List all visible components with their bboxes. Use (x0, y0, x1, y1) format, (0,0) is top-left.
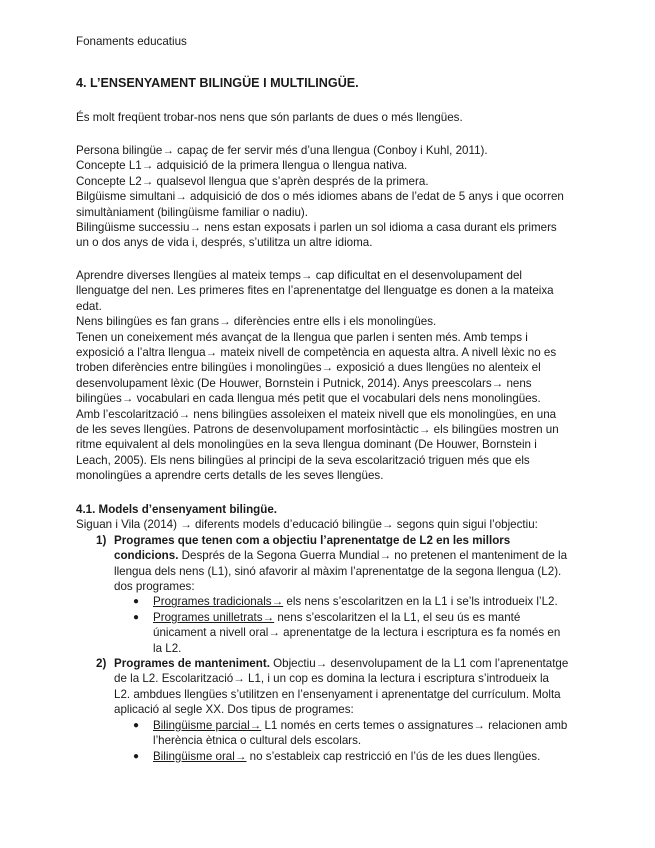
bullet-text: la L2. (153, 641, 182, 655)
numbered-item-1 (76, 533, 581, 595)
item-title-cont: condicions. (114, 549, 179, 563)
item-text: dos programes: (114, 580, 195, 594)
page-header: Fonaments educatius (76, 35, 187, 48)
definition-line: simultàniament (bilingüisme familiar o nadiu). (76, 205, 308, 219)
body-line: desenvolupament lèxic (De Houwer, Bornstein i Putnick, 2014). Anys preescolars→ nens (76, 376, 532, 390)
bullet-label: Programes tradicionals→ (153, 595, 284, 609)
bullet-icon: ● (133, 719, 140, 731)
item-text: Després de la Segona Guerra Mundial→ no pretenen el manteniment de la (178, 549, 568, 563)
section-title: 4. L’ENSENYAMENT BILINGÜE I MULTILINGÜE. (76, 76, 359, 90)
body-line: Aprendre diverses llengües al mateix temps→ cap dificultat en el desenvolupament del (76, 269, 522, 282)
subsection-heading: 4.1. Models d’ensenyament bilingüe. (76, 503, 278, 516)
body-line: ritme equivalent al dels monolingües en la seva llengua dominant (De Houwer, Bornstein i (76, 438, 537, 452)
bullet-text: nens s’escolaritzen el la L1, el seu ús es manté (274, 610, 521, 624)
document-page (76, 34, 581, 763)
bullet-text: l’herència ètnica o cultural dels escolars. (153, 734, 362, 748)
body-line: Amb l’escolarització→ nens bilingües assoleixen el mateix nivell que els monolingües, en una (76, 407, 557, 421)
item-text: L2. ambdues llengües s’utilitzen en l’ensenyament i aprenentatge del currículum. Molta (114, 687, 561, 701)
intro-text: És molt freqüent trobar-nos nens que són parlants de dues o més llengües. (76, 111, 463, 124)
body-line: Nens bilingües es fan grans→ diferències entre ells i els monolingües. (76, 315, 437, 329)
definition-line: Bilgüisme simultani→ adquisició de dos o més idiomes abans de l’edat de 5 anys i que ocorren (76, 190, 564, 204)
bullet-item (76, 749, 581, 764)
item-text: de la L2. Escolarització→ L1, i un cop es domina la lectura i escriptura s’introdueix la (114, 672, 549, 686)
models-section (76, 502, 581, 764)
item-number: 1) (96, 533, 107, 547)
bullet-text: no s’estableix cap restricció en l’ús de les dues llengües. (246, 749, 541, 763)
bullet-icon: ● (133, 750, 140, 762)
body-line: de les seves llengües. Patrons de desenvolupament morfosintàctic→ els bilingües mostren un (76, 423, 559, 437)
item-title: Programes de manteniment. (114, 657, 270, 671)
body-line: edat. (76, 299, 102, 313)
definition-line: Bilingüisme successiu→ nens estan exposats i parlen un sol idioma a casa durant els primers (76, 221, 557, 235)
definition-line: un o dos anys de vida i, després, s’utilitza un altre idioma. (76, 236, 373, 250)
intro-paragraph (76, 110, 581, 125)
definition-line: Persona bilingüe→ capaç de fer servir més d’una llengua (Conboy i Kuhl, 2011). (76, 144, 488, 157)
item-text: llengua dels nens (L1), sinó afavorir al màxim l’aprenentatge de la segona llengua (L2). (114, 564, 562, 578)
item-text: aplicació al segle XX. Dos tipus de programes: (114, 703, 354, 717)
definition-line: Concepte L1→ adquisició de la primera llengua o llengua nativa. (76, 159, 408, 173)
definitions-paragraph (76, 143, 581, 251)
item-text: Objectiu→ desenvolupament de la L1 com l’aprenentatge (269, 657, 569, 671)
bullet-text: els nens s’escolaritzen en la L1 i se’ls introdueix l’L2. (283, 595, 558, 609)
development-paragraph (76, 268, 581, 484)
body-line: Leach, 2005). Els nens bilingües al principi de la seva escolarització triguen més que els (76, 453, 530, 467)
subsection-lead: Siguan i Vila (2014) → diferents models d’educació bilingüe→ segons quin sigui l’objectiu: (76, 518, 538, 532)
bullet-item (76, 718, 581, 749)
bullet-label: Bilingüisme oral→ (153, 749, 247, 763)
body-line: Tenen un coneixement més avançat de la llengua que parlen i senten més. Amb temps i (76, 330, 528, 344)
bullet-label: Bilingüisme parcial→ (153, 718, 262, 732)
bullet-item (76, 610, 581, 656)
definition-line: Concepte L2→ qualsevol llengua que s’aprèn després de la primera. (76, 174, 429, 188)
bullet-icon: ● (133, 611, 140, 623)
item-number: 2) (96, 657, 107, 671)
numbered-item-2 (76, 656, 581, 718)
body-line: bilingües→ vocabulari en cada llengua més petit que el vocabulari dels nens monolingües. (76, 392, 541, 406)
bullet-label: Programes unilletrats→ (153, 610, 275, 624)
bullet-icon: ● (133, 596, 140, 608)
body-line: troben diferències entre bilingües i monolingües→ exposició a dues llengües no alenteix el (76, 361, 541, 375)
item-title: Programes que tenen com a objectiu l’aprenentatge de L2 en les millors (114, 533, 511, 547)
bullet-item (76, 594, 581, 609)
bullet-text: L1 només en certs temes o assignatures→ relacionen amb (261, 718, 568, 732)
body-line: exposició a l’altra llengua→ mateix nivell de competència en aquesta altra. A nivell lèxic no es (76, 346, 557, 360)
body-line: llenguatge del nen. Les primeres fites en l’aprenentatge del llenguatge es donen a la mateixa (76, 284, 554, 298)
body-line: monolingües a aprendre certs detalls de les seves llengües. (76, 469, 384, 483)
bullet-text: únicament a nivell oral→ aprenentatge de la lectura i escriptura es fa només en (153, 626, 561, 640)
